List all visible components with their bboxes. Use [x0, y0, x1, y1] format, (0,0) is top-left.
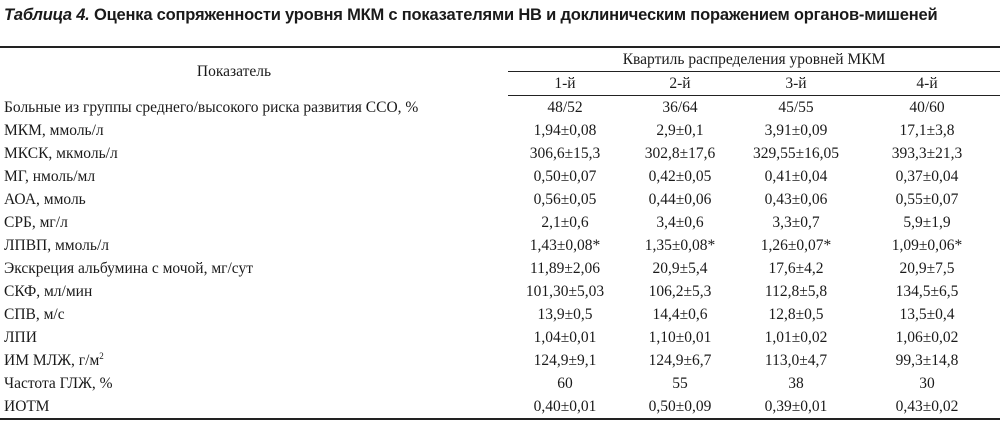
table-header [0, 47, 1000, 96]
row-label [0, 395, 508, 419]
row-label-text: ИОТМ [4, 398, 50, 415]
row-label [0, 234, 508, 257]
cell-quartile-2: 1,35±0,08* [644, 237, 716, 254]
cell-quartile-4: 17,1±3,8 [899, 122, 955, 139]
row-label-text: СПВ, м/с [4, 306, 65, 323]
cell-quartile-1: 306,6±15,3 [529, 145, 601, 162]
cell-quartile-2: 0,42±0,05 [648, 168, 712, 185]
row-label [0, 372, 508, 395]
row-label [0, 257, 508, 280]
table-title: Оценка сопряженности уровня МКМ с показателями НВ и доклиническим поражением органов-мишеней [89, 6, 938, 24]
cell-quartile-3: 0,41±0,04 [764, 168, 828, 185]
row-label [0, 165, 508, 188]
cell-quartile-3: 3,91±0,09 [764, 122, 828, 139]
row-label [0, 326, 508, 349]
table-row [0, 96, 1000, 120]
cell-quartile-2: 0,44±0,06 [648, 191, 712, 208]
cell-quartile-1: 13,9±0,5 [537, 306, 593, 323]
cell-quartile-3: 38 [788, 375, 804, 392]
cell-quartile-3: 12,8±0,5 [768, 306, 824, 323]
quartile-header-4: 4-й [854, 72, 1000, 96]
cell-quartile-1: 1,04±0,01 [533, 329, 597, 346]
cell-quartile-2: 20,9±5,4 [652, 260, 708, 277]
quartile-header-2: 2-й [622, 72, 738, 96]
cell-quartile-4: 0,37±0,04 [895, 168, 959, 185]
row-label [0, 211, 508, 234]
table-row [0, 372, 1000, 395]
row-label [0, 119, 508, 142]
data-table [0, 46, 1000, 420]
quartile-group-header: Квартиль распределения уровней МКМ [508, 47, 1000, 72]
cell-quartile-4: 5,9±1,9 [903, 214, 951, 231]
cell-quartile-3: 45/55 [778, 99, 814, 116]
cell-quartile-2: 55 [672, 375, 688, 392]
row-label-text: МКСК, мкмоль/л [4, 145, 118, 162]
quartile-header-1: 1-й [508, 72, 622, 96]
cell-quartile-1: 0,40±0,01 [508, 395, 622, 419]
cell-quartile-4: 40/60 [909, 99, 945, 116]
cell-quartile-3: 113,0±4,7 [764, 352, 828, 369]
cell-quartile-1: 60 [557, 375, 573, 392]
row-label [0, 96, 508, 120]
cell-quartile-1: 124,9±9,1 [533, 352, 597, 369]
table-row [0, 211, 1000, 234]
cell-quartile-3: 3,3±0,7 [772, 214, 820, 231]
table-row [0, 165, 1000, 188]
table-row [0, 326, 1000, 349]
cell-quartile-1: 1,43±0,08* [529, 237, 601, 254]
cell-quartile-1: 2,1±0,6 [541, 214, 589, 231]
row-label [0, 303, 508, 326]
row-label-text: ИМ МЛЖ, г/м [4, 352, 100, 369]
cell-quartile-4: 99,3±14,8 [895, 352, 959, 369]
cell-quartile-4: 13,5±0,4 [899, 306, 955, 323]
row-label-text: АОА, ммоль [4, 191, 86, 208]
header-row-group [0, 47, 1000, 72]
table-row [0, 234, 1000, 257]
cell-quartile-3: 1,26±0,07* [760, 237, 832, 254]
cell-quartile-1: 48/52 [547, 99, 583, 116]
indicator-header: Показатель [0, 47, 508, 96]
cell-quartile-2: 124,9±6,7 [648, 352, 712, 369]
row-label-text: Больные из группы среднего/высокого риска развития ССО, % [4, 98, 419, 116]
table-number: Таблица 4. [4, 6, 90, 24]
row-label-text: ЛПВП, ммоль/л [4, 237, 109, 254]
row-label [0, 142, 508, 165]
cell-quartile-3: 329,55±16,05 [752, 145, 839, 162]
row-label-text: Экскреция альбумина с мочой, мг/сут [4, 260, 253, 277]
cell-quartile-4: 1,06±0,02 [895, 329, 959, 346]
row-label-text: МГ, нмоль/мл [4, 168, 96, 185]
row-label-text: СРБ, мг/л [4, 214, 68, 231]
cell-quartile-2: 14,4±0,6 [652, 306, 708, 323]
table-body [0, 96, 1000, 420]
cell-quartile-1: 0,56±0,05 [533, 191, 597, 208]
row-label [0, 349, 508, 372]
row-label-text: Частота ГЛЖ, % [4, 375, 113, 392]
row-label-text: ЛПИ [4, 329, 37, 346]
unit-superscript: 2 [99, 351, 104, 361]
cell-quartile-1: 11,89±2,06 [530, 260, 600, 277]
cell-quartile-2: 302,8±17,6 [644, 145, 716, 162]
table-row [0, 119, 1000, 142]
cell-quartile-3: 112,8±5,8 [764, 283, 828, 300]
table-row [0, 257, 1000, 280]
quartile-header-3: 3-й [738, 72, 854, 96]
cell-quartile-2: 0,50±0,09 [622, 395, 738, 419]
cell-quartile-3: 1,01±0,02 [764, 329, 828, 346]
table-row [0, 188, 1000, 211]
row-label-text: МКМ, ммоль/л [4, 122, 104, 139]
table-row [0, 303, 1000, 326]
cell-quartile-4: 0,55±0,07 [895, 191, 959, 208]
cell-quartile-2: 2,9±0,1 [656, 122, 704, 139]
cell-quartile-4: 0,43±0,02 [854, 395, 1000, 419]
cell-quartile-1: 101,30±5,03 [525, 283, 605, 300]
row-label [0, 188, 508, 211]
table-row [0, 349, 1000, 372]
table-row [0, 280, 1000, 303]
cell-quartile-4: 20,9±7,5 [899, 260, 955, 277]
cell-quartile-2: 106,2±5,3 [648, 283, 712, 300]
table-row [0, 395, 1000, 419]
table-row [0, 142, 1000, 165]
row-label [0, 280, 508, 303]
cell-quartile-4: 1,09±0,06* [891, 237, 963, 254]
cell-quartile-3: 17,6±4,2 [768, 260, 824, 277]
cell-quartile-1: 1,94±0,08 [533, 122, 597, 139]
table-caption [4, 6, 998, 25]
cell-quartile-3: 0,39±0,01 [738, 395, 854, 419]
cell-quartile-4: 393,3±21,3 [891, 145, 963, 162]
cell-quartile-2: 3,4±0,6 [656, 214, 704, 231]
cell-quartile-1: 0,50±0,07 [533, 168, 597, 185]
row-label-text: СКФ, мл/мин [4, 283, 93, 300]
cell-quartile-4: 134,5±6,5 [895, 283, 959, 300]
cell-quartile-4: 30 [919, 375, 935, 392]
cell-quartile-2: 36/64 [662, 99, 698, 116]
cell-quartile-2: 1,10±0,01 [648, 329, 712, 346]
cell-quartile-3: 0,43±0,06 [764, 191, 828, 208]
